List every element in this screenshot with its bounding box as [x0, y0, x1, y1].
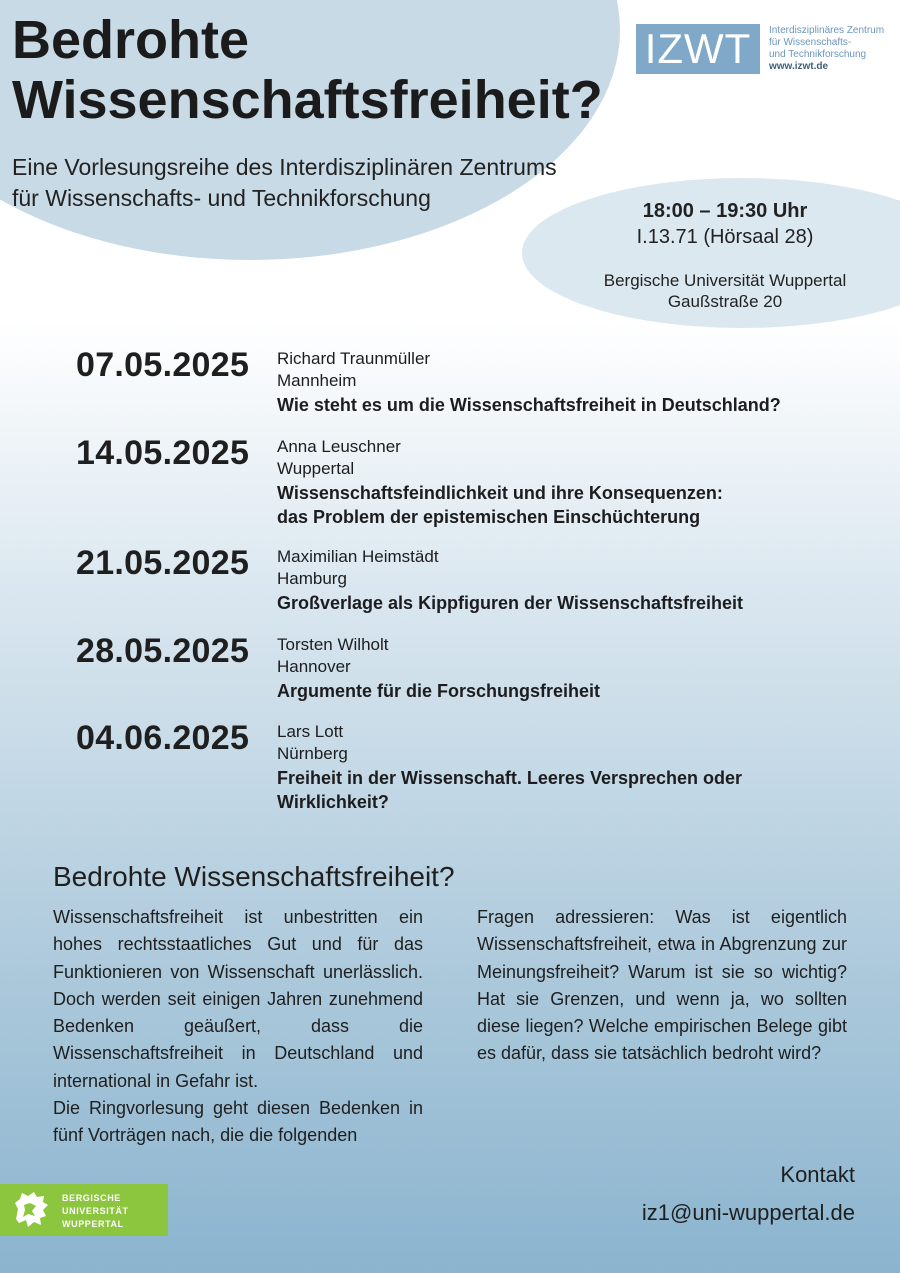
izwt-line-2: für Wissenschafts- — [769, 37, 852, 48]
about-column-right — [477, 904, 847, 1068]
buw-logo-text — [62, 1192, 129, 1231]
talk-speaker: Lars Lott — [277, 722, 344, 741]
title-line-2: Wissenschaftsfreiheit? — [12, 70, 603, 130]
talk-date: 07.05.2025 — [76, 346, 250, 384]
about-paragraph-1: Wissenschaftsfreiheit ist unbestritten ein hohes rechtsstaatliches Gut und für das Funktionieren von Wissenschaft unerlässlich. Doch werden seit einigen Jahren zunehmend Bedenken geäußert, dass die Wissenschaftsfreiheit in Deutschland und international in Gefahr ist. — [53, 907, 423, 1091]
event-university: Bergische Universität Wuppertal — [603, 271, 847, 290]
talk-date: 04.06.2025 — [76, 719, 250, 757]
talk-topic-line-2: das Problem der epistemischen Einschüchterung — [277, 507, 701, 527]
talk-date: 14.05.2025 — [76, 434, 250, 472]
izwt-logo-text — [769, 25, 900, 73]
buw-line-2: UNIVERSITÄT — [62, 1206, 129, 1216]
talk-topic-line-1: Wie steht es um die Wissenschaftsfreiheit in Deutschland? — [277, 395, 781, 415]
talk-details — [277, 546, 837, 615]
subtitle-line-2: für Wissenschafts- und Technikforschung — [12, 185, 431, 211]
talk-details — [277, 721, 837, 814]
talk-city: Nürnberg — [277, 744, 348, 763]
talk-topic-line-2: Wirklichkeit? — [277, 792, 389, 812]
buw-lion-icon — [10, 1189, 52, 1231]
about-column-left — [53, 904, 423, 1150]
contact-label: Kontakt — [780, 1162, 855, 1187]
talk-topic-line-1: Großverlage als Kippfiguren der Wissenschaftsfreiheit — [277, 593, 743, 613]
talk-details — [277, 436, 837, 529]
buw-line-3: WUPPERTAL — [62, 1219, 124, 1229]
page-subtitle — [12, 152, 612, 214]
about-paragraph-2: Die Ringvorlesung geht diesen Bedenken in fünf Vorträgen nach, die die folgenden — [53, 1098, 423, 1146]
talk-topic — [277, 766, 837, 814]
izwt-line-3: und Technikforschung — [769, 49, 867, 60]
izwt-logo-mark: IZWT — [636, 24, 760, 74]
talk-topic-line-1: Wissenschaftsfeindlichkeit und ihre Konsequenzen: — [277, 483, 723, 503]
talk-city: Mannheim — [277, 371, 357, 390]
talk-topic — [277, 591, 837, 615]
izwt-website-link[interactable]: www.izwt.de — [769, 61, 829, 72]
talk-city: Wuppertal — [277, 459, 355, 478]
talk-topic — [277, 679, 837, 703]
talk-speaker: Anna Leuschner — [277, 437, 401, 456]
buw-logo — [0, 1184, 168, 1236]
event-info — [560, 198, 890, 312]
talk-city: Hannover — [277, 657, 351, 676]
talk-city: Hamburg — [277, 569, 347, 588]
talk-speaker: Maximilian Heimstädt — [277, 547, 439, 566]
contact-email-link[interactable]: iz1@uni-wuppertal.de — [641, 1200, 855, 1225]
talk-speaker: Richard Traunmüller — [277, 349, 431, 368]
talk-topic-line-1: Freiheit in der Wissenschaft. Leeres Versprechen oder — [277, 768, 743, 788]
event-time: 18:00 – 19:30 Uhr — [642, 200, 808, 222]
about-title: Bedrohte Wissenschaftsfreiheit? — [53, 861, 455, 892]
talk-speaker: Torsten Wilholt — [277, 635, 389, 654]
buw-line-1: BERGISCHE — [62, 1193, 121, 1203]
talk-date: 21.05.2025 — [76, 544, 250, 582]
talk-topic-line-1: Argumente für die Forschungsfreiheit — [277, 681, 601, 701]
about-paragraph-3: Fragen adressieren: Was ist eigentlich Wissenschaftsfreiheit, etwa in Abgrenzung zur Meinungsfreiheit? Warum ist sie so wichtig? Hat sie Grenzen, und wenn ja, wo sollten diese liegen? Welche empirischen Belege gibt es dafür, dass sie tatsächlich bedroht wird? — [477, 907, 847, 1064]
event-street: Gaußstraße 20 — [667, 292, 783, 311]
talk-date: 28.05.2025 — [76, 632, 250, 670]
title-line-1: Bedrohte — [12, 10, 250, 70]
izwt-line-1: Interdisziplinäres Zentrum — [769, 25, 885, 36]
talk-topic — [277, 481, 837, 529]
event-room: I.13.71 (Hörsaal 28) — [636, 226, 814, 248]
talk-topic — [277, 393, 837, 417]
subtitle-line-1: Eine Vorlesungsreihe des Interdisziplinären Zentrums — [12, 154, 557, 180]
page-title — [12, 10, 632, 130]
talk-details — [277, 348, 837, 417]
talk-details — [277, 634, 837, 703]
